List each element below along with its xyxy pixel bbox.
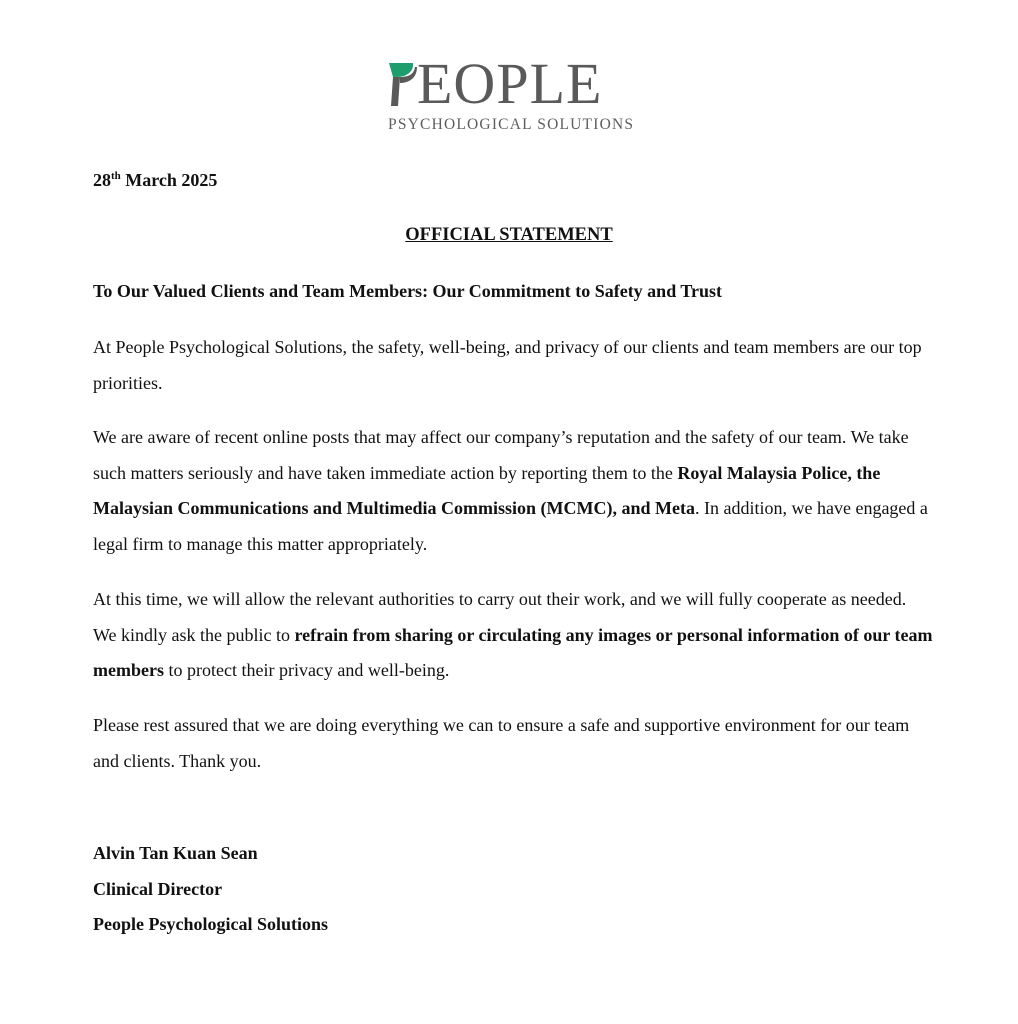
paragraph-1: At People Psychological Solutions, the safety, well-being, and privacy of our clients and team members are our top priorities.	[93, 337, 922, 393]
signatory-company: People Psychological Solutions	[93, 914, 329, 934]
paragraph-3	[93, 582, 933, 689]
logo-p-mark	[387, 58, 417, 110]
paragraph-2-text-a: We are aware of recent online posts that may affect our company’s reputation and the safety of our team. We take such matters seriously and have taken immediate action by reporting them to the	[93, 427, 909, 483]
date-rest: March 2025	[120, 170, 218, 190]
paragraph-2	[93, 420, 933, 562]
logo-wordmark	[387, 51, 603, 116]
date-suffix: th	[111, 170, 121, 182]
signature-block	[93, 836, 328, 943]
company-logo	[387, 51, 637, 138]
statement-subject: To Our Valued Clients and Team Members: Our Commitment to Safety and Trust	[93, 281, 723, 301]
page-title: OFFICIAL STATEMENT	[405, 225, 613, 245]
paragraph-3-bold: refrain from sharing or circulating any images or personal information of our team members	[93, 624, 933, 680]
statement-date	[93, 170, 217, 191]
logo-letters: EOPLE	[417, 51, 603, 116]
logo-leaf-icon	[387, 58, 417, 110]
date-day: 28	[93, 170, 111, 190]
paragraph-3-text-a: At this time, we will allow the relevant authorities to carry out their work, and we will fully cooperate as needed. We kindly ask the public to	[93, 589, 907, 645]
paragraph-4: Please rest assured that we are doing everything we can to ensure a safe and supportive environment for our team and clients. Thank you.	[93, 715, 910, 771]
signatory-name: Alvin Tan Kuan Sean	[93, 843, 258, 863]
paragraph-3-text-b: to protect their privacy and well-being.	[163, 660, 450, 680]
paragraph-2-bold: Royal Malaysia Police, the Malaysian Communications and Multimedia Commission (MCMC), and Meta	[93, 462, 881, 518]
logo-subtitle: PSYCHOLOGICAL SOLUTIONS	[388, 116, 635, 133]
signatory-role: Clinical Director	[93, 878, 223, 899]
paragraph-2-text-b: . In addition, we have engaged a legal firm to manage this matter appropriately.	[93, 498, 928, 554]
